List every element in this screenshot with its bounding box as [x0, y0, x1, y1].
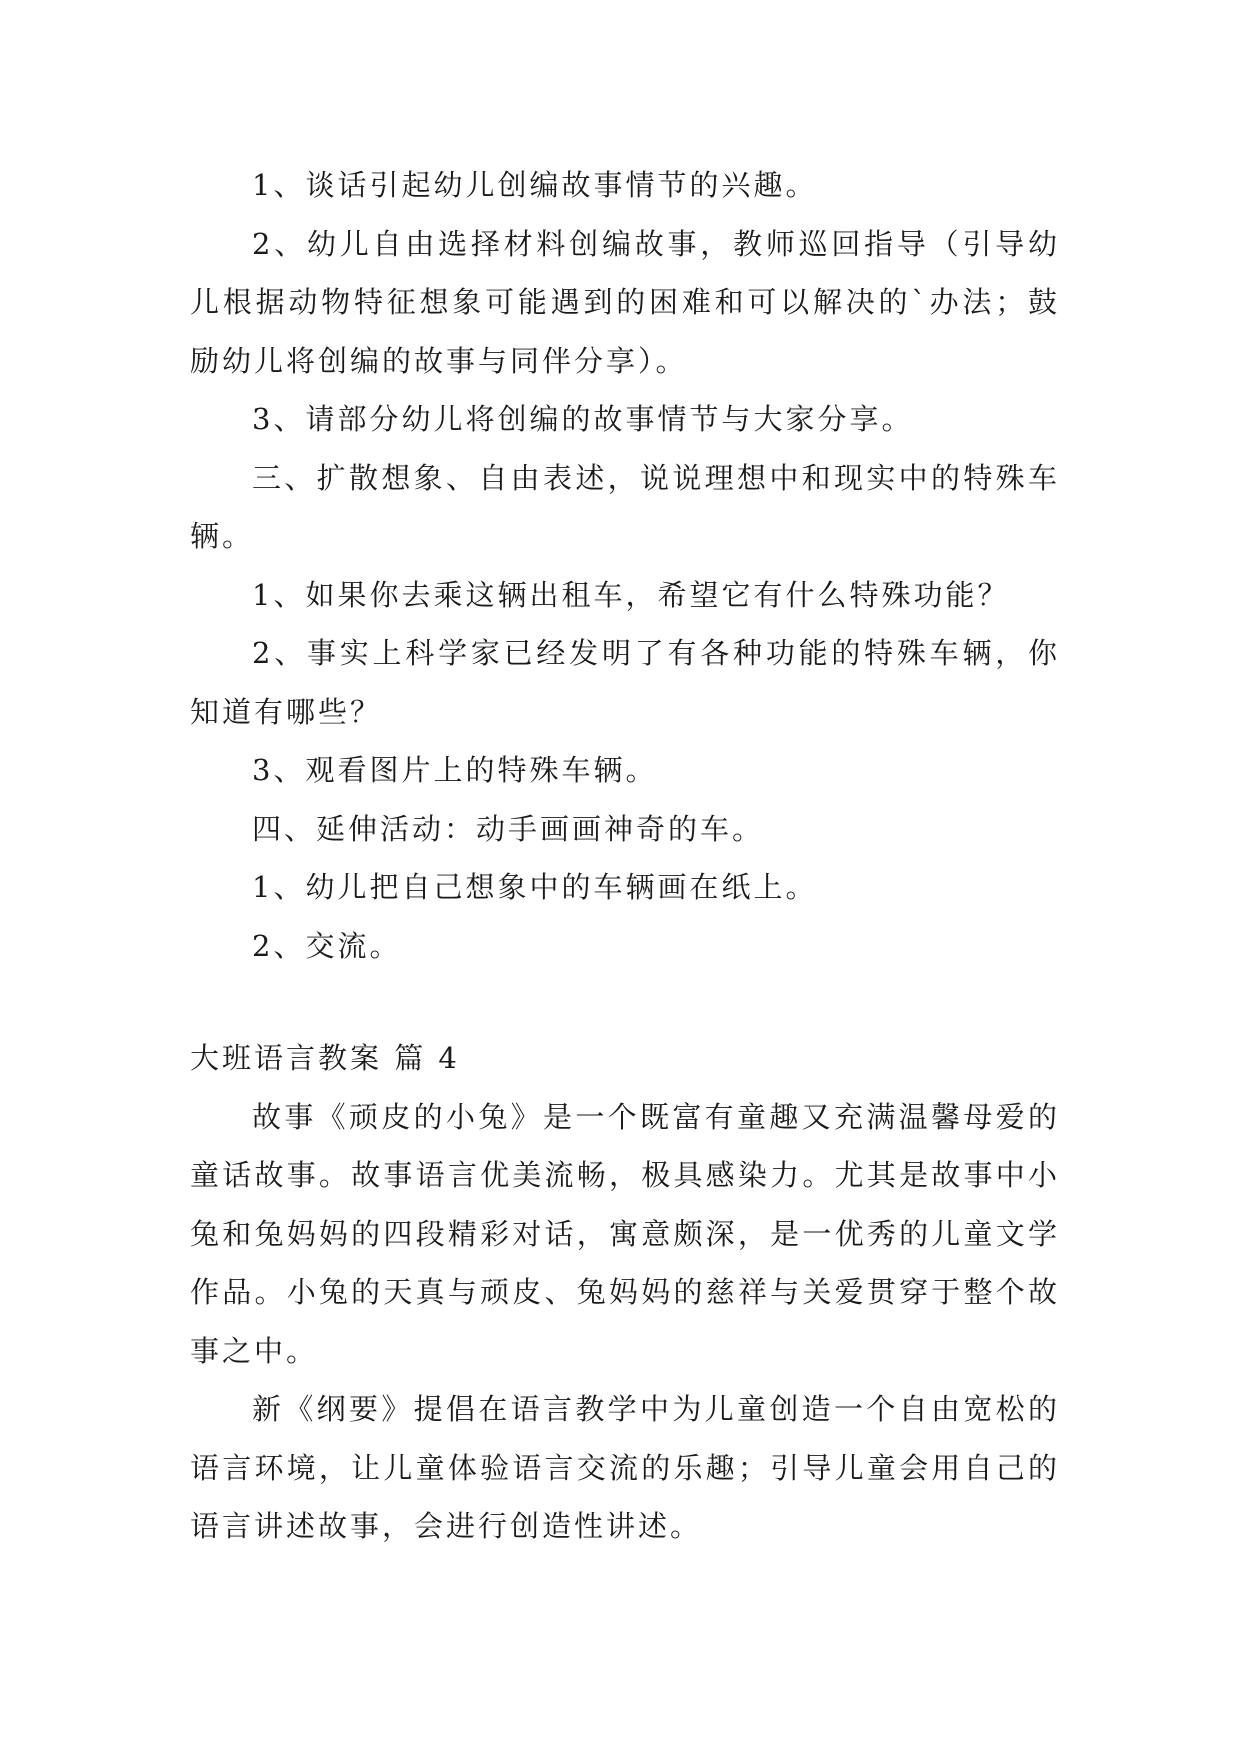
paragraph: 1、如果你去乘这辆出租车，希望它有什么特殊功能？ — [252, 577, 1010, 612]
paragraph: 1、幼儿把自己想象中的车辆画在纸上。 — [252, 870, 818, 904]
paragraph: 2、幼儿自由选择材料创编故事，教师巡回指导（引导幼儿根据动物特征想象可能遇到的困难和可以解决的`办法；鼓励幼儿将创编的故事与同伴分享）。 — [190, 226, 1060, 378]
paragraph: 1、谈话引起幼儿创编故事情节的兴趣。 — [252, 168, 818, 202]
paragraph: 2、交流。 — [252, 928, 402, 963]
section-title: 大班语言教案 篇 4 — [190, 1041, 460, 1075]
paragraph: 3、请部分幼儿将创编的故事情节与大家分享。 — [252, 402, 914, 436]
paragraph: 3、观看图片上的特殊车辆。 — [252, 753, 658, 787]
section-heading-three: 三、扩散想象、自由表述，说说理想中和现实中的特殊车辆。 — [190, 460, 1060, 553]
document-body — [190, 156, 1060, 1556]
section-heading-four: 四、延伸活动：动手画画神奇的车。 — [252, 811, 765, 846]
paragraph: 2、事实上科学家已经发明了有各种功能的特殊车辆，你知道有哪些？ — [190, 636, 1060, 729]
section-gap — [190, 975, 1060, 1029]
paragraph: 故事《顽皮的小兔》是一个既富有童趣又充满温馨母爱的童话故事。故事语言优美流畅，极具感染力。尤其是故事中小兔和兔妈妈的四段精彩对话，寓意颇深，是一优秀的儿童文学作品。小兔的天真与顽皮、兔妈妈的慈祥与关爱贯穿于整个故事之中。 — [190, 1099, 1060, 1368]
paragraph: 新《纲要》提倡在语言教学中为儿童创造一个自由宽松的语言环境，让儿童体验语言交流的乐趣；引导儿童会用自己的语言讲述故事，会进行创造性讲述。 — [190, 1392, 1060, 1543]
